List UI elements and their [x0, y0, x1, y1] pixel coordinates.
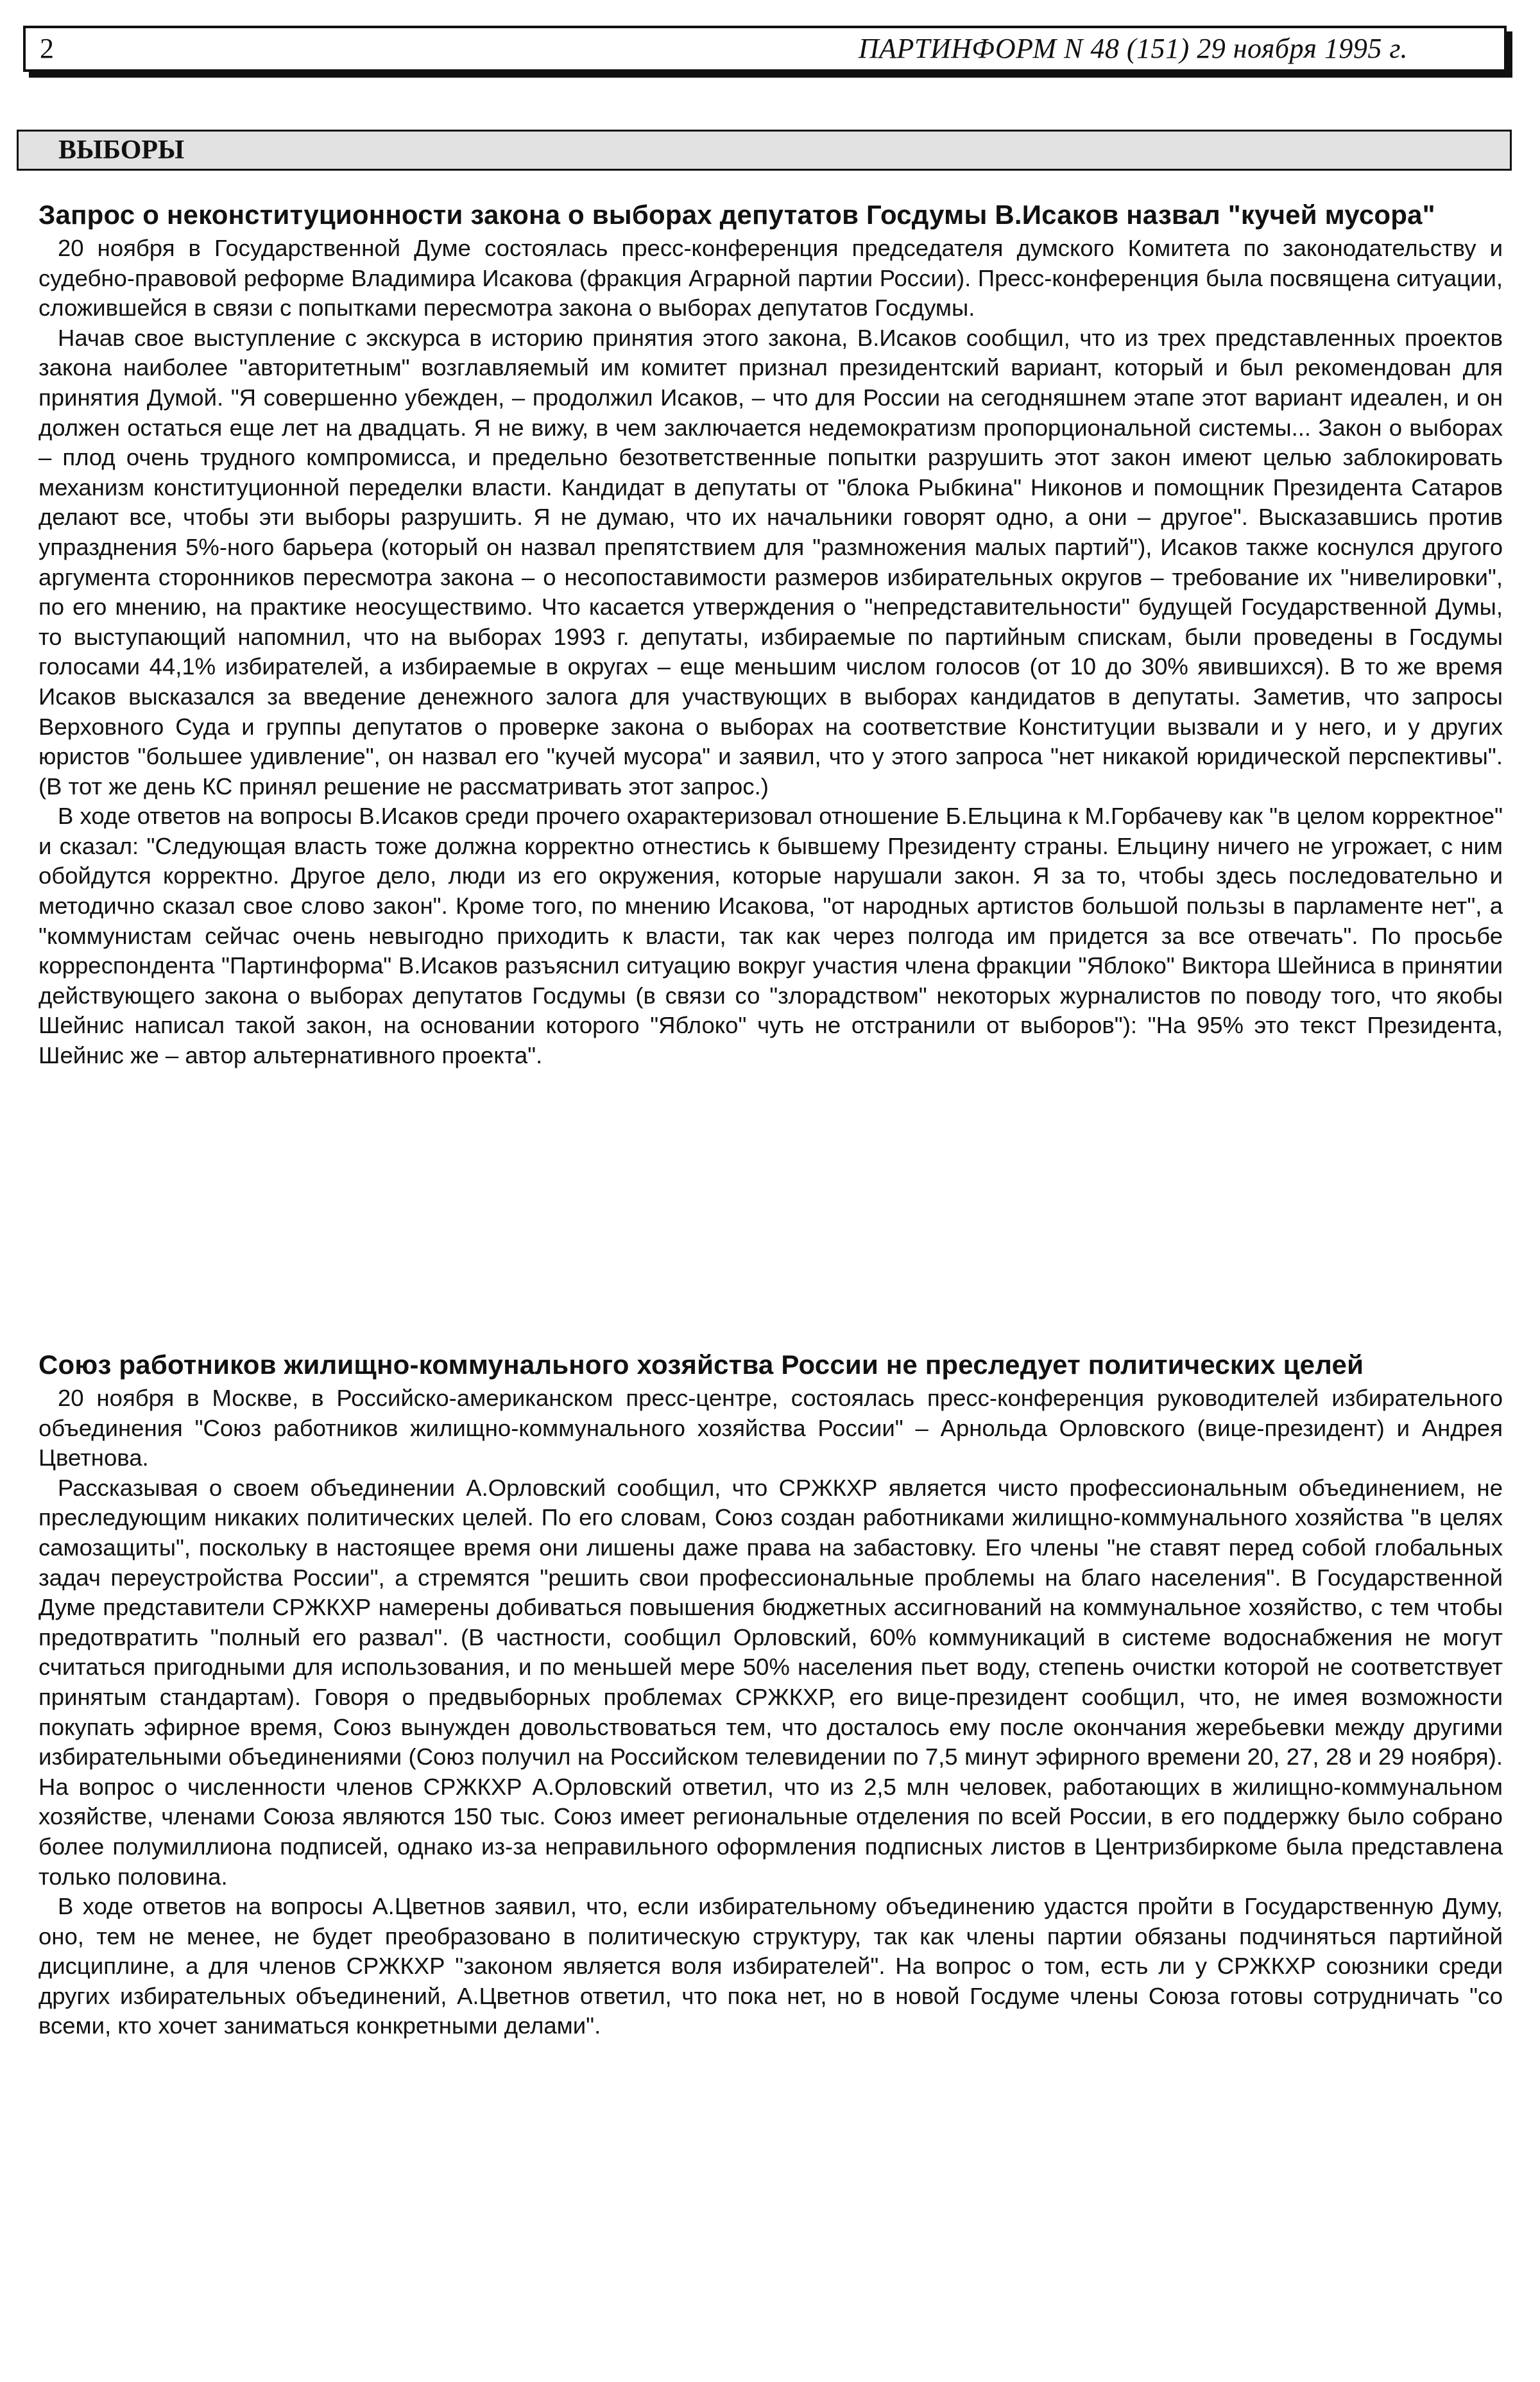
page-number: 2 — [40, 33, 54, 64]
page-header — [23, 26, 1507, 72]
article-paragraph: 20 ноября в Государственной Думе состоялась пресс-конференция председателя думского Комитета по законодательству и судебно-правовой реформе Владимира Исакова (фракция Аграрной партии России). Пресс-конференция была посвящена ситуации, сложившейся в связи с попытками пересмотра закона о выборах депутатов Госдумы. — [38, 235, 1503, 321]
article-headline: Союз работников жилищно-коммунального хозяйства России не преследует политических целей — [38, 1350, 1364, 1380]
section-header — [17, 130, 1512, 171]
issue-line: ПАРТИНФОРМ N 48 (151) 29 ноября 1995 г. — [858, 33, 1408, 64]
article-paragraph: 20 ноября в Москве, в Российско-американском пресс-центре, состоялась пресс-конференция руководителей избирательного объединения "Союз работников жилищно-коммунального хозяйства России" – Арнольда Орловского (вице-президент) и Андрея Цветнова. — [38, 1385, 1503, 1471]
article-paragraph: Рассказывая о своем объединении А.Орловский сообщил, что СРЖКХР является чисто профессиональным объединением, не преследующим никаких политических целей. По его словам, Союз создан работниками жилищно-коммунального хозяйства "в целях самозащиты", поскольку в настоящее время они лишены даже права на забастовку. Его члены "не ставят перед собой глобальных задач переустройства России", а стремятся "решить свои профессиональные проблемы на благо населения". В Государственной Думе представители СРЖКХР намерены добиваться повышения бюджетных ассигнований на коммунальное хозяйство, с тем чтобы предотвратить "полный его развал". (В частности, сообщил Орловский, 60% коммуникаций в системе водоснабжения не могут считаться пригодными для использования, и по меньшей мере 50% населения пьет воду, степень очистки которой не соответствует принятым стандартам). Говоря о предвыборных проблемах СРЖКХР, его вице-президент сообщил, что, не имея возможности покупать эфирное время, Союз вынужден довольствоваться тем, что досталось ему после окончания жеребьевки между другими избирательными объединениями (Союз получил на Российском телевидении по 7,5 минут эфирного времени 20, 27, 28 и 29 ноября). На вопрос о численности членов СРЖКХР А.Орловский ответил, что из 2,5 млн человек, работающих в жилищно-коммунальном хозяйстве, членами Союза являются 150 тыс. Союз имеет региональные отделения по всей России, в его поддержку было собрано более полумиллиона подписей, однако из-за неправильного оформления подписных листов в Центризбиркоме была представлена только половина. — [38, 1474, 1503, 1890]
article-paragraph: Начав свое выступление с экскурса в историю принятия этого закона, В.Исаков сообщил, что из трех представленных проектов закона наиболее "авторитетным" возглавляемый им комитет признал президентский вариант, который и был рекомендован для принятия Думой. "Я совершенно убежден, – продолжил Исаков, – что для России на сегодняшнем этапе этот вариант идеален, и он должен остаться еще лет на двадцать. Я не вижу, в чем заключается недемократизм пропорциональной системы... Закон о выборах – плод очень трудного компромисса, и предельно безответственные попытки разрушить этот закон имеют целью заблокировать механизм конституционной переделки власти. Кандидат в депутаты от "блока Рыбкина" Никонов и помощник Президента Сатаров делают все, чтобы эти выборы разрушить. Я не думаю, что их начальники говорят одно, а они – другое". Высказавшись против упразднения 5%-ного барьера (который он назвал препятствием для "размножения малых партий"), Исаков также коснулся другого аргумента сторонников пересмотра закона – о несопоставимости размеров избирательных округов – требование их "нивелировки", по его мнению, на практике неосуществимо. Что касается утверждения о "непредставительности" будущей Государственной Думы, то выступающий напомнил, что на выборах 1993 г. депутаты, избираемые по партийным спискам, были проведены в Госдумы голосами 44,1% избирателей, а избираемые в округах – еще меньшим числом голосов (от 10 до 30% явившихся). В то же время Исаков высказался за введение денежного залога для участвующих в выборах кандидатов в депутаты. Заметив, что запросы Верховного Суда и группы депутатов о проверке закона о выборах на соответствие Конституции вызвали и у него, и у других юристов "большее удивление", он назвал его "кучей мусора" и заявил, что у этого запроса "нет никакой юридической перспективы". (В тот же день КС принял решение не рассматривать этот запрос.) — [38, 324, 1503, 800]
article-srzhkhr — [38, 1349, 1503, 2041]
article-isakov — [38, 199, 1503, 1071]
section-title: ВЫБОРЫ — [58, 135, 185, 165]
article-paragraph: В ходе ответов на вопросы А.Цветнов заявил, что, если избирательному объединению удастся пройти в Государственную Думу, оно, тем не менее, не будет преобразовано в политическую структуру, так как члены партии обязаны подчиняться партийной дисциплине, а для членов СРЖКХР "законом является воля избирателей". На вопрос о том, есть ли у СРЖКХР союзники среди других избирательных объединений, А.Цветнов ответил, что пока нет, но в новой Госдуме члены Союза готовы сотрудничать "со всеми, кто хочет заниматься конкретными делами". — [38, 1893, 1503, 2039]
article-headline: Запрос о неконституционности закона о выборах депутатов Госдумы В.Исаков назвал "кучей мусора" — [38, 200, 1435, 230]
article-paragraph: В ходе ответов на вопросы В.Исаков среди прочего охарактеризовал отношение Б.Ельцина к М.Горбачеву как "в целом корректное" и сказал: "Следующая власть тоже должна корректно отнестись к бывшему Президенту страны. Ельцину ничего не угрожает, с ним обойдутся корректно. Другое дело, люди из его окружения, которые нарушали закон. Я за то, чтобы здесь последовательно и методично сказал свое слово закон". Кроме того, по мнению Исакова, "от народных артистов большой пользы в парламенте нет", а "коммунистам сейчас очень невыгодно приходить к власти, так как через полгода им придется за все отвечать". По просьбе корреспондента "Партинформа" В.Исаков разъяснил ситуацию вокруг участия члена фракции "Яблоко" Виктора Шейниса в принятии действующего закона о выборах депутатов Госдумы (в связи со "злорадством" некоторых журналистов по поводу того, что якобы Шейнис написал такой закон, на основании которого "Яблоко" чуть не отстранили от выборов"): "На 95% это текст Президента, Шейнис же – автор альтернативного проекта". — [38, 803, 1503, 1069]
